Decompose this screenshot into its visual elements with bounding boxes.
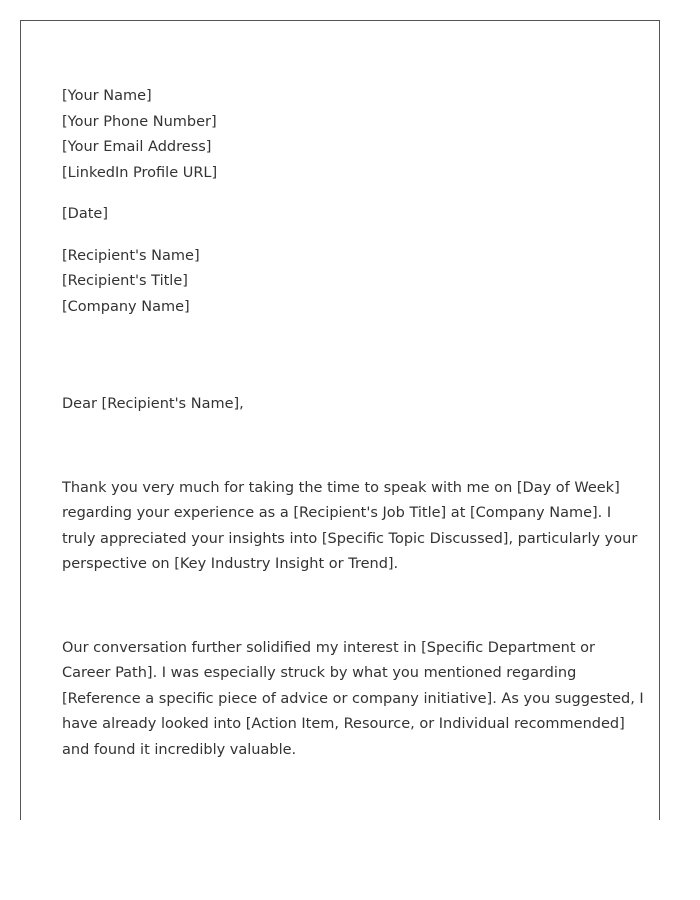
letter-body (62, 84, 644, 763)
recipient-title: [Recipient's Title] (62, 273, 188, 289)
paragraph-line: regarding your experience as a [Recipient's Job Title] at [Company Name]. I (62, 505, 612, 521)
letter-date: [Date] (62, 206, 108, 222)
paragraph-line: Our conversation further solidified my interest in [Specific Department or (62, 639, 595, 656)
sender-phone: [Your Phone Number] (62, 113, 217, 130)
paragraph-line: [Reference a specific piece of advice or company initiative]. As you suggested, I (62, 690, 644, 707)
date-block (62, 202, 630, 228)
paragraph-line: Thank you very much for taking the time to speak with me on [Day of Week] (62, 479, 620, 496)
paragraph-line: Career Path]. I was especially struck by what you mentioned regarding (62, 665, 577, 681)
recipient-name: [Recipient's Name] (62, 247, 200, 264)
salutation-text: Dear [Recipient's Name], (62, 396, 244, 412)
paragraph-line: and found it incredibly valuable. (62, 741, 297, 758)
paragraph-line: have already looked into [Action Item, Resource, or Individual recommended] (62, 716, 625, 732)
sender-email: [Your Email Address] (62, 139, 212, 155)
sender-block (62, 84, 630, 186)
salutation (62, 392, 630, 418)
letter-page (20, 20, 660, 820)
paragraph-line: perspective on [Key Industry Insight or Trend]. (62, 556, 399, 572)
recipient-company: [Company Name] (62, 298, 190, 315)
paragraph-2 (62, 636, 644, 764)
paragraph-line: truly appreciated your insights into [Specific Topic Discussed], particularly your (62, 530, 638, 547)
paragraph-1 (62, 476, 638, 578)
sender-linkedin: [LinkedIn Profile URL] (62, 164, 218, 181)
recipient-block (62, 244, 630, 321)
sender-name: [Your Name] (62, 88, 152, 104)
